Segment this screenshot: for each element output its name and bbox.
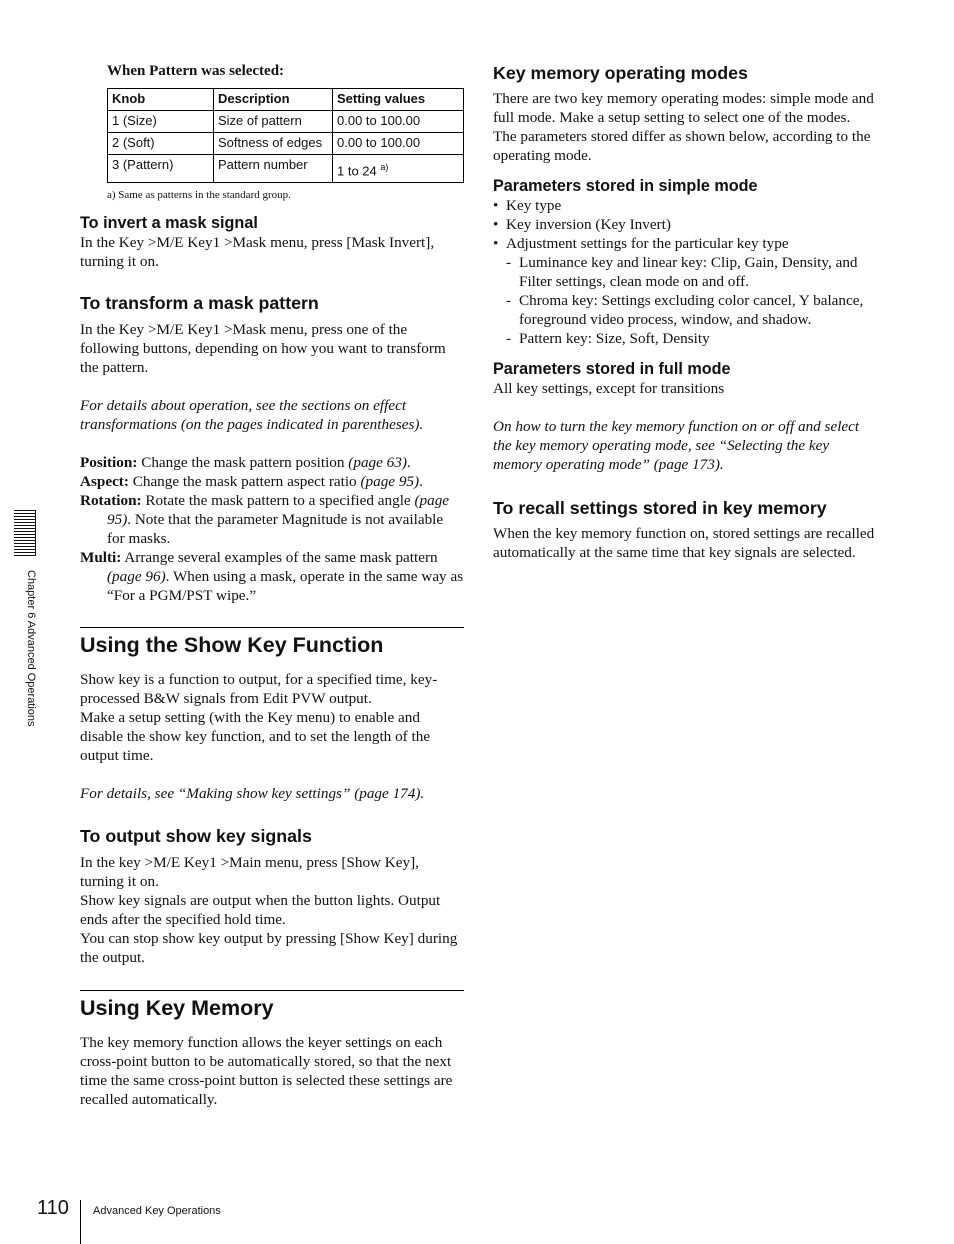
table-cell <box>333 155 464 183</box>
simple-heading: Parameters stored in simple mode <box>493 177 758 195</box>
output-p3: You can stop show key output by pressing [Show Key] during the output. <box>80 930 458 967</box>
output-heading: To output show key signals <box>80 826 312 847</box>
item-term: Rotation: <box>80 492 142 510</box>
table-footnote: a) Same as patterns in the standard group. <box>107 189 291 202</box>
full-body: All key settings, except for transitions <box>493 380 725 397</box>
item-ref: (page 95) <box>107 492 450 529</box>
table-header: Setting values <box>333 89 464 111</box>
list-item: • Key type <box>493 196 878 215</box>
left-column <box>80 62 464 1109</box>
section-rule <box>80 627 464 628</box>
table-cell: Softness of edges <box>214 133 333 155</box>
table-row <box>108 111 464 133</box>
table-row <box>108 155 464 183</box>
settings-table <box>107 88 464 183</box>
footnote-mark: a) <box>380 162 389 172</box>
chapter-tab-marker <box>14 510 36 556</box>
item-ref: (page 96) <box>107 568 166 586</box>
table-row <box>108 133 464 155</box>
list-subitem: - Pattern key: Size, Soft, Density <box>493 329 878 348</box>
table-header-row <box>108 89 464 111</box>
table-cell: 0.00 to 100.00 <box>333 133 464 155</box>
output-p1: In the key >M/E Key1 >Main menu, press [Show Key], turning it on. <box>80 854 419 891</box>
key-memory-body: The key memory function allows the keyer settings on each cross-point button to be automatically stored, so that the next time the same cross-point button is selected these settings are recalled automatically. <box>80 1034 453 1109</box>
recall-heading: To recall settings stored in key memory <box>493 498 827 518</box>
item-ref: (page 63) <box>348 454 407 472</box>
item-rest: . Note that the parameter Magnitude is not available for masks. <box>107 511 444 548</box>
show-key-heading: Using the Show Key Function <box>80 633 384 658</box>
chapter-side-label: Chapter 6 Advanced Operations <box>25 570 37 727</box>
table-cell: Pattern number <box>214 155 333 183</box>
item-rest: . When using a mask, operate in the same way as “For a PGM/PST wipe.” <box>107 568 464 605</box>
table-cell-text: 1 to 24 <box>337 163 377 179</box>
footer-section-title: Advanced Key Operations <box>93 1205 221 1217</box>
list-subitem: - Luminance key and linear key: Clip, Gain, Density, and Filter settings, clean mode on and off. <box>493 253 878 291</box>
right-column <box>493 62 878 562</box>
list-item <box>80 453 464 472</box>
list-item: • Key inversion (Key Invert) <box>493 215 878 234</box>
table-cell: Size of pattern <box>214 111 333 133</box>
modes-p2: The parameters stored differ as shown below, according to the operating mode. <box>493 128 871 164</box>
transform-list <box>80 453 464 605</box>
modes-heading: Key memory operating modes <box>493 63 748 83</box>
table-cell: 0.00 to 100.00 <box>333 111 464 133</box>
table-header: Description <box>214 89 333 111</box>
show-key-p1: Show key is a function to output, for a specified time, key-processed B&W signals from Edit PVW output. <box>80 671 438 708</box>
item-text: Arrange several examples of the same mask pattern <box>121 549 438 567</box>
invert-body: In the Key >M/E Key1 >Mask menu, press [Mask Invert], turning it on. <box>80 234 435 271</box>
table-caption: When Pattern was selected: <box>107 63 285 79</box>
item-term: Aspect: <box>80 473 129 491</box>
show-key-p2: Make a setup setting (with the Key menu) to enable and disable the show key function, and to set the length of the output time. <box>80 709 431 765</box>
full-heading: Parameters stored in full mode <box>493 360 731 378</box>
list-item <box>80 548 464 605</box>
item-text: Rotate the mask pattern to a specified angle <box>141 492 415 510</box>
item-rest: . <box>406 454 411 472</box>
table-header: Knob <box>108 89 214 111</box>
item-term: Multi: <box>80 549 122 567</box>
output-p2: Show key signals are output when the button lights. Output ends after the specified hold time. <box>80 892 441 929</box>
table-cell: 1 (Size) <box>108 111 214 133</box>
section-rule <box>80 990 464 991</box>
list-item <box>80 472 464 491</box>
item-text: Change the mask pattern aspect ratio <box>128 473 361 491</box>
item-term: Position: <box>80 454 138 472</box>
list-item: • Adjustment settings for the particular key type <box>493 234 878 253</box>
key-memory-heading: Using Key Memory <box>80 996 274 1021</box>
recall-body: When the key memory function on, stored settings are recalled automatically at the same time that key signals are selected. <box>493 525 875 561</box>
transform-body: In the Key >M/E Key1 >Mask menu, press one of the following buttons, depending on how you want to transform the pattern. <box>80 321 446 377</box>
item-text: Change the mask pattern position <box>137 454 349 472</box>
page-number: 110 <box>37 1197 69 1219</box>
list-item <box>80 491 464 548</box>
footer-divider <box>80 1200 81 1244</box>
show-key-note: For details, see “Making show key settings” (page 174). <box>80 785 425 803</box>
list-subitem: - Chroma key: Settings excluding color cancel, Y balance, foreground video process, window, and shadow. <box>493 291 878 329</box>
table-cell: 2 (Soft) <box>108 133 214 155</box>
transform-heading: To transform a mask pattern <box>80 293 319 314</box>
transform-note: For details about operation, see the sections on effect transformations (on the pages indicated in parentheses). <box>80 397 424 434</box>
full-note: On how to turn the key memory function on or off and select the key memory operating mode, see “Selecting the key memory operating mode” (page 173). <box>493 418 860 473</box>
item-rest: . <box>419 473 423 491</box>
table-cell: 3 (Pattern) <box>108 155 214 183</box>
invert-heading: To invert a mask signal <box>80 214 258 233</box>
modes-p1: There are two key memory operating modes: simple mode and full mode. Make a setup setting to select one of the modes. <box>493 90 874 126</box>
item-ref: (page 95) <box>360 473 420 491</box>
